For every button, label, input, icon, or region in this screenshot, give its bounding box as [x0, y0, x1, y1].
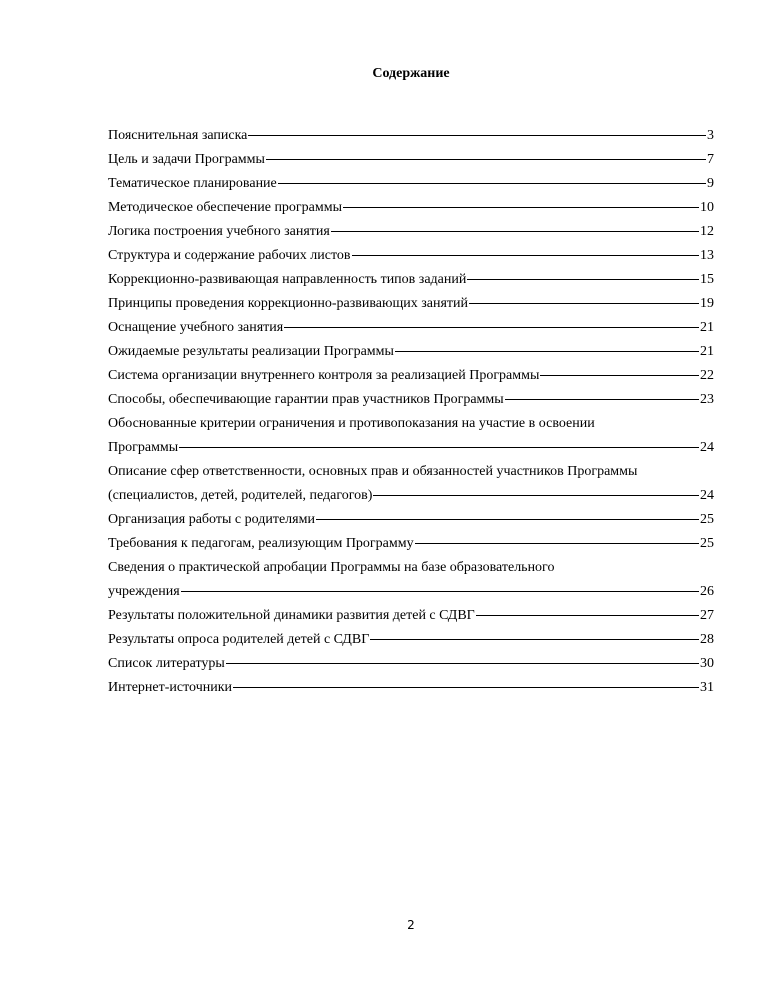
- toc-entry-title: Организация работы с родителями: [108, 512, 315, 527]
- toc-leader-line: [415, 543, 699, 544]
- toc-entry: [108, 652, 714, 676]
- toc-entry-title: Структура и содержание рабочих листов: [108, 248, 351, 263]
- toc-entry: [108, 628, 714, 652]
- toc-entry-title: учреждения: [108, 584, 180, 599]
- toc-entry-title: Пояснительная записка: [108, 128, 248, 143]
- toc-entry-page: 31: [700, 680, 714, 695]
- toc-entry: [108, 340, 714, 364]
- toc-entry: [108, 508, 714, 532]
- toc-leader-line: [476, 615, 699, 616]
- toc-entry: [108, 268, 714, 292]
- toc-entry: [108, 244, 714, 268]
- toc-leader-line: [248, 135, 706, 136]
- page-title: Содержание: [372, 66, 450, 81]
- toc-entry-title: Оснащение учебного занятия: [108, 320, 284, 335]
- toc-entry-line: [108, 580, 714, 604]
- toc-entry-title: Список литературы: [108, 656, 225, 671]
- toc-entry-page: 10: [700, 200, 714, 215]
- toc-leader-line: [370, 639, 699, 640]
- toc-entry-page: 19: [700, 296, 714, 311]
- toc-entry-line: [108, 388, 714, 412]
- toc-entry-title: (специалистов, детей, родителей, педагогов): [108, 488, 373, 503]
- toc-leader-line: [540, 375, 699, 376]
- toc-entry-page: 24: [700, 440, 714, 455]
- toc-entry: [108, 412, 714, 460]
- toc-entry-line: [108, 292, 714, 316]
- toc-entry-line: [108, 652, 714, 676]
- toc-entry-page: 15: [700, 272, 714, 287]
- toc-entry-first-line: Описание сфер ответственности, основных прав и обязанностей участников Программы: [108, 464, 638, 479]
- toc-leader-line: [331, 231, 699, 232]
- toc-entry: [108, 292, 714, 316]
- toc-entry-line: [108, 484, 714, 508]
- toc-entry-title: Интернет-источники: [108, 680, 233, 695]
- toc-entry-title: Тематическое планирование: [108, 176, 277, 191]
- toc-entry: [108, 388, 714, 412]
- toc-leader-line: [343, 207, 699, 208]
- toc-entry-title: Коррекционно-развивающая направленность типов заданий: [108, 272, 467, 287]
- toc-entry-line: [108, 604, 714, 628]
- toc-entry-title: Система организации внутреннего контроля за реализацией Программы: [108, 368, 540, 383]
- toc-entry-title: Способы, обеспечивающие гарантии прав участников Программы: [108, 392, 504, 407]
- toc-leader-line: [373, 495, 699, 496]
- toc-leader-line: [226, 663, 699, 664]
- toc-leader-line: [395, 351, 699, 352]
- toc-entry: [108, 124, 714, 148]
- toc-entry-page: 25: [700, 536, 714, 551]
- toc-entry: [108, 676, 714, 700]
- toc-entry-line: [108, 340, 714, 364]
- toc-entry: [108, 196, 714, 220]
- toc-entry-line: [108, 532, 714, 556]
- toc-leader-line: [278, 183, 706, 184]
- toc-entry-page: 27: [700, 608, 714, 623]
- toc-leader-line: [469, 303, 699, 304]
- toc-entry-first-line: Сведения о практической апробации Программы на базе образовательного: [108, 560, 555, 575]
- toc-entry-page: 21: [700, 320, 714, 335]
- toc-entry-line: [108, 364, 714, 388]
- toc-entry-line: [108, 172, 714, 196]
- toc-entry: [108, 220, 714, 244]
- toc-leader-line: [505, 399, 699, 400]
- toc-entry-page: 21: [700, 344, 714, 359]
- toc-entry-line: [108, 124, 714, 148]
- toc-entry: [108, 532, 714, 556]
- toc-leader-line: [467, 279, 699, 280]
- toc-entry-line: [108, 148, 714, 172]
- toc-entry-page: 12: [700, 224, 714, 239]
- toc-leader-line: [266, 159, 706, 160]
- toc-entry-title: Ожидаемые результаты реализации Программы: [108, 344, 394, 359]
- toc-entry-page: 9: [707, 176, 714, 191]
- toc-entry-page: 23: [700, 392, 714, 407]
- toc-entry-page: 7: [707, 152, 714, 167]
- toc-entry-line: [108, 268, 714, 292]
- toc-entry-line: [108, 244, 714, 268]
- toc-entry-page: 30: [700, 656, 714, 671]
- toc-leader-line: [284, 327, 699, 328]
- toc-entry-page: 3: [707, 128, 714, 143]
- toc-entry-line: [108, 316, 714, 340]
- toc-leader-line: [352, 255, 700, 256]
- toc-entry-page: 22: [700, 368, 714, 383]
- toc-entry-page: 25: [700, 512, 714, 527]
- page-number: 2: [407, 918, 415, 932]
- toc-leader-line: [181, 591, 699, 592]
- toc-entry: [108, 172, 714, 196]
- toc-entry: [108, 556, 714, 604]
- toc-entry-page: 13: [700, 248, 714, 263]
- toc-entry: [108, 148, 714, 172]
- toc-entry-line: [108, 628, 714, 652]
- toc-entry-page: 26: [700, 584, 714, 599]
- toc-entry-line: [108, 508, 714, 532]
- table-of-contents: [108, 124, 714, 700]
- toc-entry-page: 24: [700, 488, 714, 503]
- toc-entry-title: Требования к педагогам, реализующим Программу: [108, 536, 414, 551]
- toc-entry-title: Принципы проведения коррекционно-развивающих занятий: [108, 296, 469, 311]
- toc-leader-line: [316, 519, 699, 520]
- toc-entry-title: Результаты положительной динамики развития детей с СДВГ: [108, 608, 475, 623]
- toc-entry: [108, 460, 714, 508]
- toc-leader-line: [233, 687, 699, 688]
- toc-leader-line: [179, 447, 699, 448]
- toc-entry-title: Программы: [108, 440, 179, 455]
- toc-entry-first-line: Обоснованные критерии ограничения и противопоказания на участие в освоении: [108, 416, 595, 431]
- toc-entry-line: [108, 220, 714, 244]
- toc-entry-title: Методическое обеспечение программы: [108, 200, 343, 215]
- toc-entry-line: [108, 436, 714, 460]
- toc-entry-line: [108, 196, 714, 220]
- toc-entry-title: Цель и задачи Программы: [108, 152, 265, 167]
- toc-entry-title: Логика построения учебного занятия: [108, 224, 330, 239]
- toc-entry: [108, 604, 714, 628]
- toc-entry-line: [108, 676, 714, 700]
- toc-entry: [108, 364, 714, 388]
- toc-entry: [108, 316, 714, 340]
- toc-entry-title: Результаты опроса родителей детей с СДВГ: [108, 632, 370, 647]
- toc-entry-page: 28: [700, 632, 714, 647]
